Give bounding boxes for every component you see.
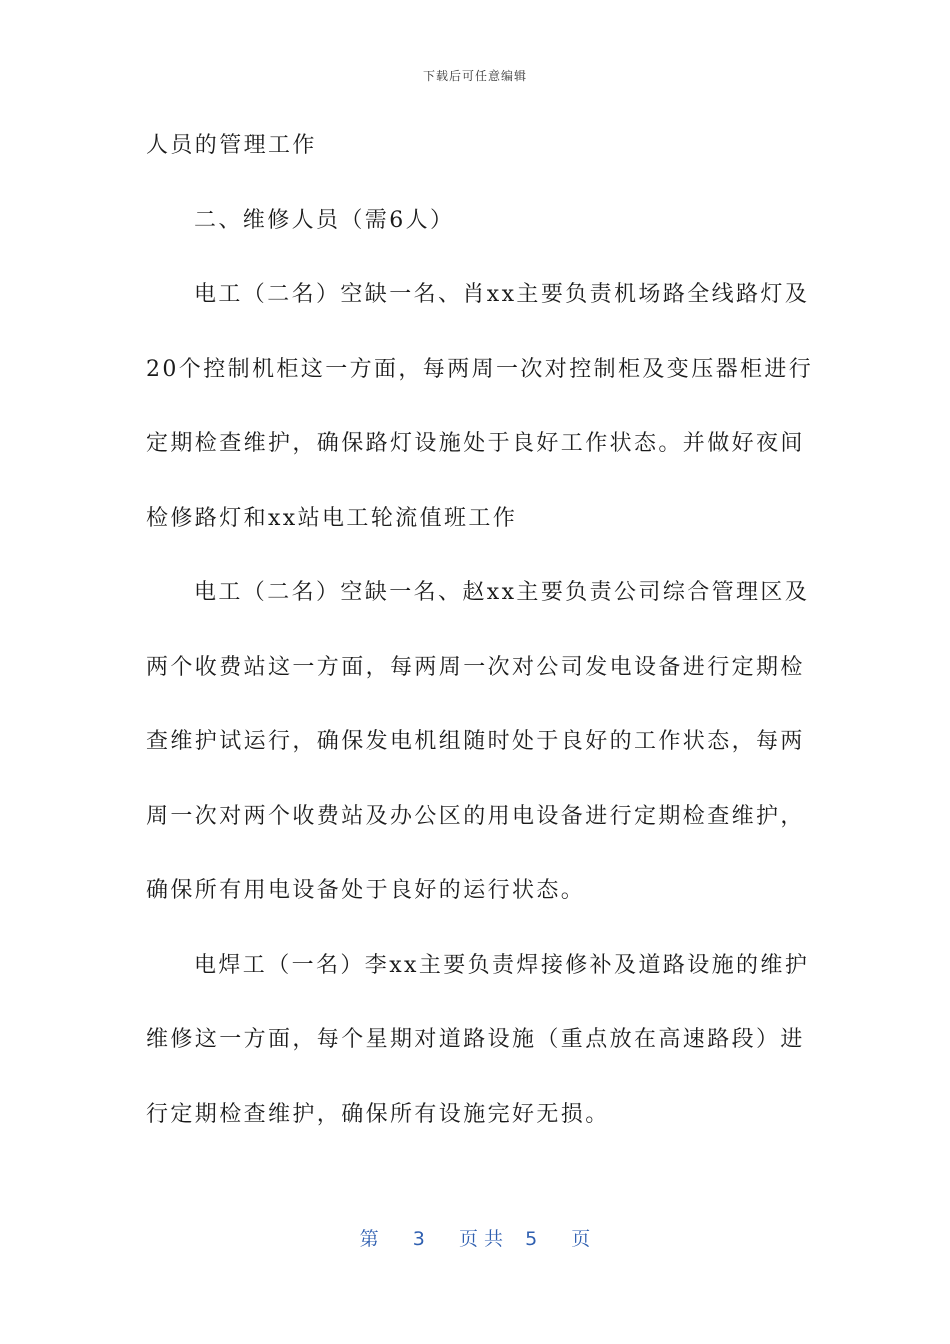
page-prefix: 第 bbox=[359, 1228, 379, 1250]
text-line: 检修路灯和xx站电工轮流值班工作 bbox=[146, 505, 518, 531]
text-line: 周一次对两个收费站及办公区的用电设备进行定期检查维护， bbox=[146, 803, 805, 829]
text-line: 行定期检查维护，确保所有设施完好无损。 bbox=[146, 1101, 610, 1127]
document-body bbox=[146, 124, 814, 1167]
section-heading: 二、维修人员（需6人） bbox=[194, 207, 455, 233]
text-line: 电工（二名）空缺一名、肖xx主要负责机场路全线路灯及 bbox=[194, 282, 810, 307]
text-line: 两个收费站这一方面，每两周一次对公司发电设备进行定期检 bbox=[146, 654, 805, 680]
page-footer bbox=[0, 1224, 950, 1251]
page-middle-text: 页 共 bbox=[458, 1228, 504, 1250]
text-line: 20个控制机柜这一方面，每两周一次对控制柜及变压器柜进行 bbox=[146, 356, 814, 382]
total-pages-number: 5 bbox=[525, 1228, 538, 1250]
text-line: 电焊工（一名）李xx主要负责焊接修补及道路设施的维护 bbox=[194, 952, 810, 978]
header-note: 下载后可任意编辑 bbox=[422, 69, 527, 83]
text-line: 定期检查维护，确保路灯设施处于良好工作状态。并做好夜间 bbox=[146, 431, 805, 456]
current-page-number: 3 bbox=[412, 1228, 425, 1250]
text-line: 查维护试运行，确保发电机组随时处于良好的工作状态，每两 bbox=[146, 729, 805, 754]
text-line: 维修这一方面，每个星期对道路设施（重点放在高速路段）进 bbox=[146, 1027, 805, 1052]
text-line: 确保所有用电设备处于良好的运行状态。 bbox=[146, 878, 586, 903]
text-line: 人员的管理工作 bbox=[146, 133, 317, 158]
page-suffix: 页 bbox=[571, 1228, 591, 1250]
text-line: 电工（二名）空缺一名、赵xx主要负责公司综合管理区及 bbox=[194, 580, 810, 605]
